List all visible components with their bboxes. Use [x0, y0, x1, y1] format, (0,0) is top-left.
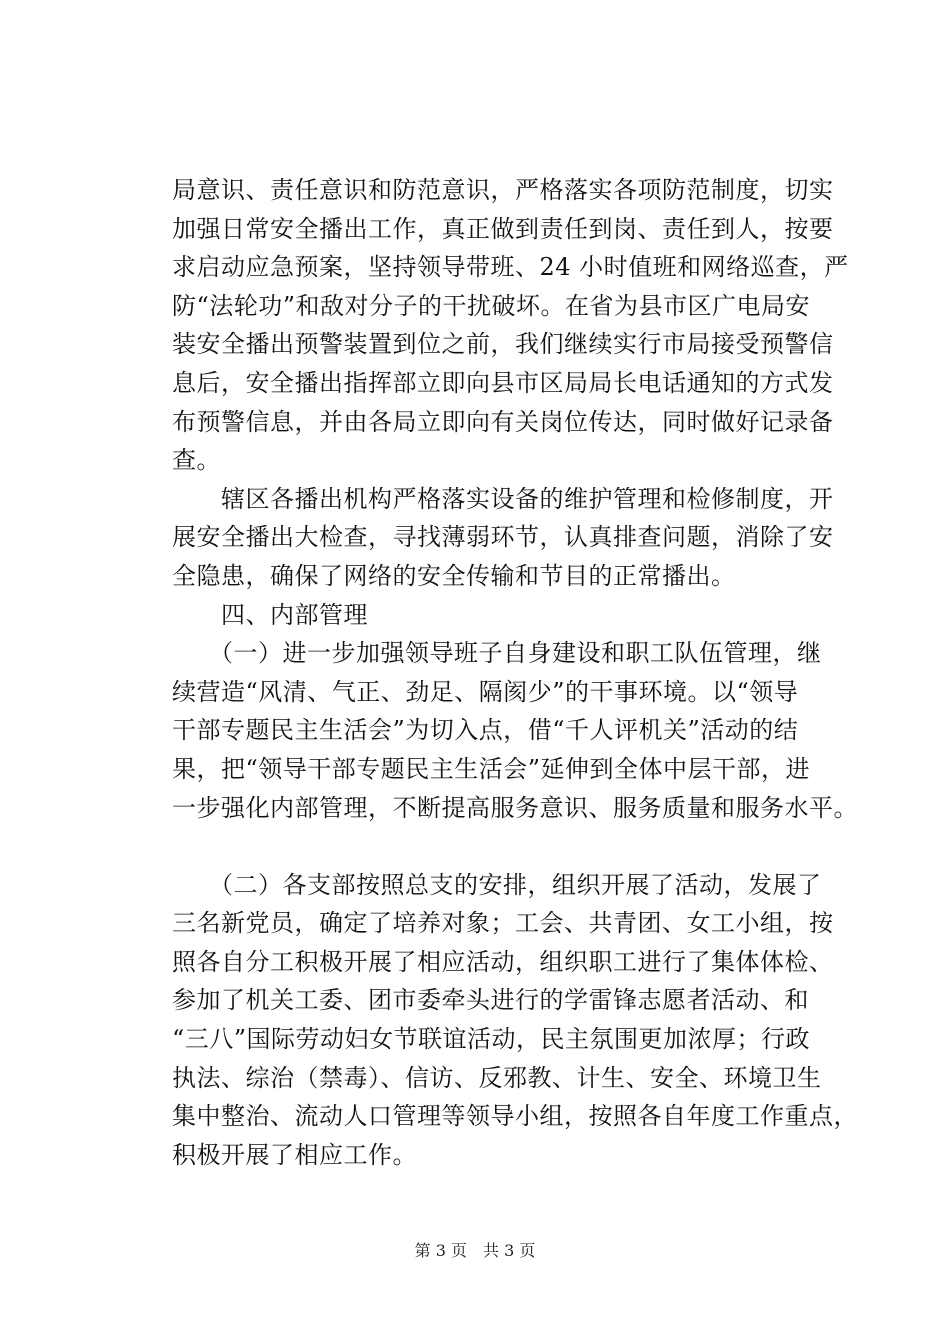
- document-body: [172, 171, 858, 1174]
- text-line: 辖区各播出机构严格落实设备的维护管理和检修制度，开: [172, 484, 834, 513]
- text-line: 果，把“领导干部专题民主生活会”延伸到全体中层干部，进: [172, 754, 811, 783]
- text-line: （二）各支部按照总支的安排，组织开展了活动，发展了: [172, 870, 822, 899]
- text-line: 全隐患，确保了网络的安全传输和节目的正常播出。: [172, 561, 736, 590]
- text-line: 展安全播出大检查，寻找薄弱环节，认真排查问题，消除了安: [172, 523, 834, 552]
- text-line: 续营造“风清、气正、劲足、隔阂少”的干事环境。以“领导: [172, 677, 799, 706]
- text-line: 照各自分工积极开展了相应活动，组织职工进行了集体体检、: [172, 947, 834, 976]
- text-line: （一）进一步加强领导班子自身建设和职工队伍管理，继: [172, 639, 822, 668]
- text-line: 积极开展了相应工作。: [172, 1140, 417, 1169]
- text-line: 一步强化内部管理，不断提高服务意识、服务质量和服务水平。: [172, 793, 858, 822]
- text-line: 装安全播出预警装置到位之前，我们继续实行市局接受预警信: [172, 330, 834, 359]
- section-heading: 四、内部管理: [172, 600, 368, 629]
- text-line: 防“法轮功”和敌对分子的干扰破坏。在省为县市区广电局安: [172, 291, 811, 320]
- text-line: 布预警信息，并由各局立即向有关岗位传达，同时做好记录备: [172, 407, 834, 436]
- text-line: “三八”国际劳动妇女节联谊活动，民主氛围更加浓厚；行政: [172, 1025, 811, 1054]
- text-line: 干部专题民主生活会”为切入点，借“千人评机关”活动的结: [172, 716, 799, 745]
- text-line: 局意识、责任意识和防范意识，严格落实各项防范制度，切实: [172, 176, 834, 204]
- text-line: 加强日常安全播出工作，真正做到责任到岗、责任到人，按要: [172, 214, 834, 243]
- page-number-footer: 第 3 页 共 3 页: [414, 1241, 536, 1260]
- text-line: 查。: [172, 446, 221, 475]
- text-line: 息后，安全播出指挥部立即向县市区局局长电话通知的方式发: [172, 368, 834, 397]
- text-line: 集中整治、流动人口管理等领导小组，按照各自年度工作重点，: [172, 1102, 858, 1131]
- text-line: 参加了机关工委、团市委牵头进行的学雷锋志愿者活动、和: [172, 986, 809, 1015]
- blank-line: [172, 827, 852, 866]
- text-line: 三名新党员，确定了培养对象；工会、共青团、女工小组，按: [172, 909, 834, 938]
- text-line: 执法、综治（禁毒）、信访、反邪教、计生、安全、环境卫生: [172, 1063, 822, 1092]
- text-line: 求启动应急预案，坚持领导带班、24 小时值班和网络巡查，严: [172, 253, 849, 282]
